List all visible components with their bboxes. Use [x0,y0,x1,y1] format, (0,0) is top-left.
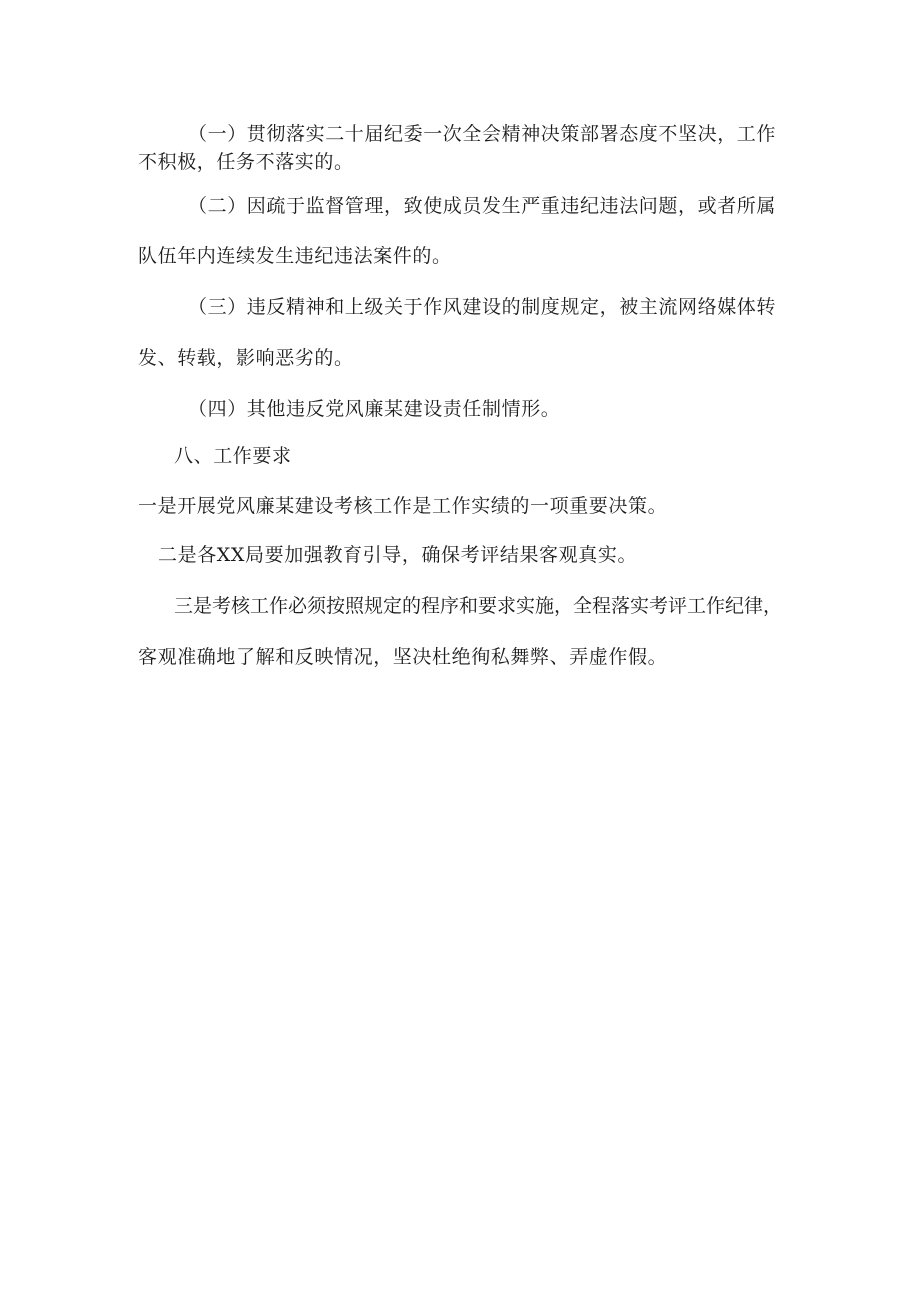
paragraph-1-line-1: （一）贯彻落实二十届纪委一次全会精神决策部署态度不坚决，工作 [188,123,777,145]
paragraph-2-line-2: 队伍年内连续发生违纪违法案件的。 [138,245,452,267]
requirement-1: 一是开展党风廉某建设考核工作是工作实绩的一项重要决策。 [138,495,668,517]
requirement-3-line-1: 三是考核工作必须按照规定的程序和要求实施，全程落实考评工作纪律， [174,595,783,617]
paragraph-4: （四）其他违反党风廉某建设责任制情形。 [188,398,561,420]
paragraph-1-line-2: 不积极，任务不落实的。 [138,151,354,173]
paragraph-3-line-2: 发、转载，影响恶劣的。 [138,347,354,369]
requirement-3-line-2: 客观准确地了解和反映情况，坚决杜绝徇私舞弊、弄虚作假。 [138,646,668,668]
paragraph-2-line-1: （二）因疏于监督管理，致使成员发生严重违纪违法问题，或者所属 [188,195,777,217]
requirement-2: 二是各XX局要加强教育引导，确保考评结果客观真实。 [158,544,638,566]
section-heading-work-requirements: 八、工作要求 [174,445,292,467]
paragraph-3-line-1: （三）违反精神和上级关于作风建设的制度规定，被主流网络媒体转 [188,296,777,318]
